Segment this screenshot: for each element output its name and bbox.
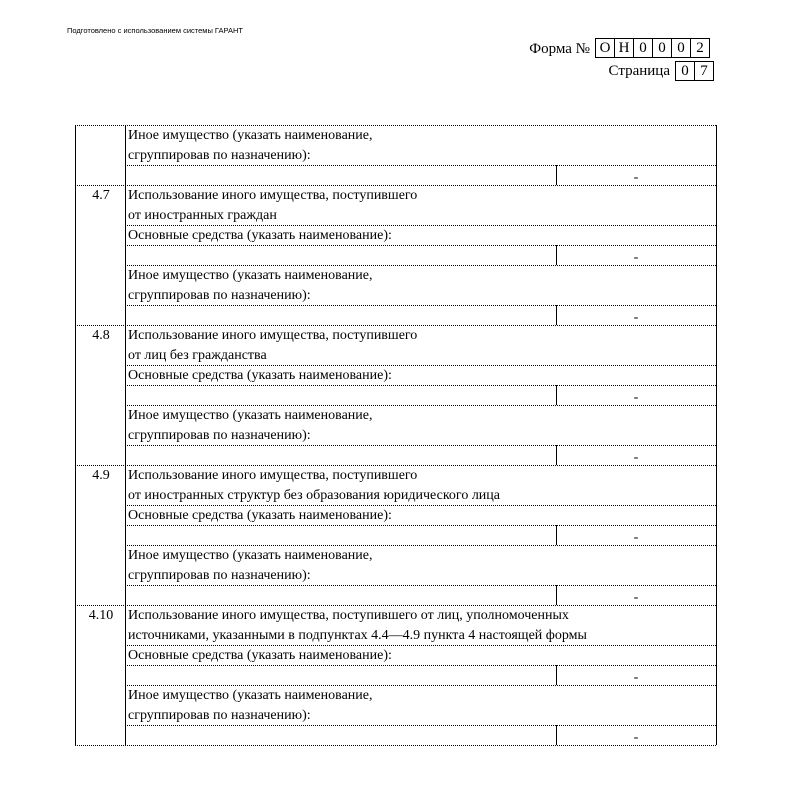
page-number-cell: 7	[694, 61, 714, 81]
table-rule	[125, 385, 716, 386]
table-rule	[125, 445, 716, 446]
value-cell: -	[633, 310, 639, 325]
item-title: Использование иного имущества, поступившего	[128, 468, 418, 483]
table-rule	[125, 725, 716, 726]
item-number: 4.8	[92, 328, 110, 343]
table-rule	[75, 745, 716, 746]
form-number-label: Форма №	[529, 41, 590, 57]
form-code-cell: 0	[652, 38, 672, 58]
item-number: 4.9	[92, 468, 110, 483]
value-cell: -	[633, 250, 639, 265]
table-rule	[125, 665, 716, 666]
item-title: источниками, указанными в подпунктах 4.4—4.9 пункта 4 настоящей формы	[128, 628, 587, 643]
form-code-cell: 0	[633, 38, 653, 58]
other-property-label: Иное имущество (указать наименование,	[128, 688, 373, 703]
value-cell: -	[633, 530, 639, 545]
table-column-line	[125, 125, 126, 745]
item-title: Использование иного имущества, поступившего	[128, 188, 418, 203]
other-property-label: Иное имущество (указать наименование,	[128, 548, 373, 563]
fixed-assets-label: Основные средства (указать наименование):	[128, 508, 392, 523]
value-cell: -	[633, 590, 639, 605]
table-rule	[125, 245, 716, 246]
form-code-cell: О	[595, 38, 615, 58]
table-rule	[125, 165, 716, 166]
item-title: Использование иного имущества, поступившего от лиц, уполномоченных	[128, 608, 569, 623]
source-note: Подготовлено с использованием системы ГАРАНТ	[67, 26, 243, 35]
item-title: Использование иного имущества, поступившего	[128, 328, 418, 343]
value-cell: -	[633, 170, 639, 185]
table-rule	[125, 585, 716, 586]
other-property-label: Иное имущество (указать наименование,	[128, 408, 373, 423]
item-title: от лиц без гражданства	[128, 348, 267, 363]
table-rule	[125, 525, 716, 526]
other-property-label: сгруппировав по назначению):	[128, 568, 311, 583]
page-number-cell: 0	[675, 61, 695, 81]
table-rule	[125, 305, 716, 306]
form-code-cells	[596, 38, 710, 58]
fixed-assets-label: Основные средства (указать наименование):	[128, 228, 392, 243]
other-property-label: Иное имущество (указать наименование,	[128, 268, 373, 283]
other-property-label: сгруппировав по назначению):	[128, 708, 311, 723]
form-code-cell: 2	[690, 38, 710, 58]
value-cell: -	[633, 390, 639, 405]
table-column-line	[716, 125, 717, 745]
item-number: 4.7	[92, 188, 110, 203]
other-property-label: Иное имущество (указать наименование,	[128, 128, 373, 143]
other-property-label: сгруппировав по назначению):	[128, 148, 311, 163]
other-property-label: сгруппировав по назначению):	[128, 288, 311, 303]
other-property-label: сгруппировав по назначению):	[128, 428, 311, 443]
item-title: от иностранных граждан	[128, 208, 277, 223]
fixed-assets-label: Основные средства (указать наименование):	[128, 368, 392, 383]
value-cell: -	[633, 730, 639, 745]
form-code-cell: Н	[614, 38, 634, 58]
table-column-line	[75, 125, 76, 745]
value-cell: -	[633, 670, 639, 685]
value-cell: -	[633, 450, 639, 465]
page-number-cells	[676, 61, 714, 81]
fixed-assets-label: Основные средства (указать наименование):	[128, 648, 392, 663]
page-label: Страница	[608, 63, 670, 79]
item-title: от иностранных структур без образования юридического лица	[128, 488, 500, 503]
item-number: 4.10	[88, 608, 114, 623]
form-code-cell: 0	[671, 38, 691, 58]
